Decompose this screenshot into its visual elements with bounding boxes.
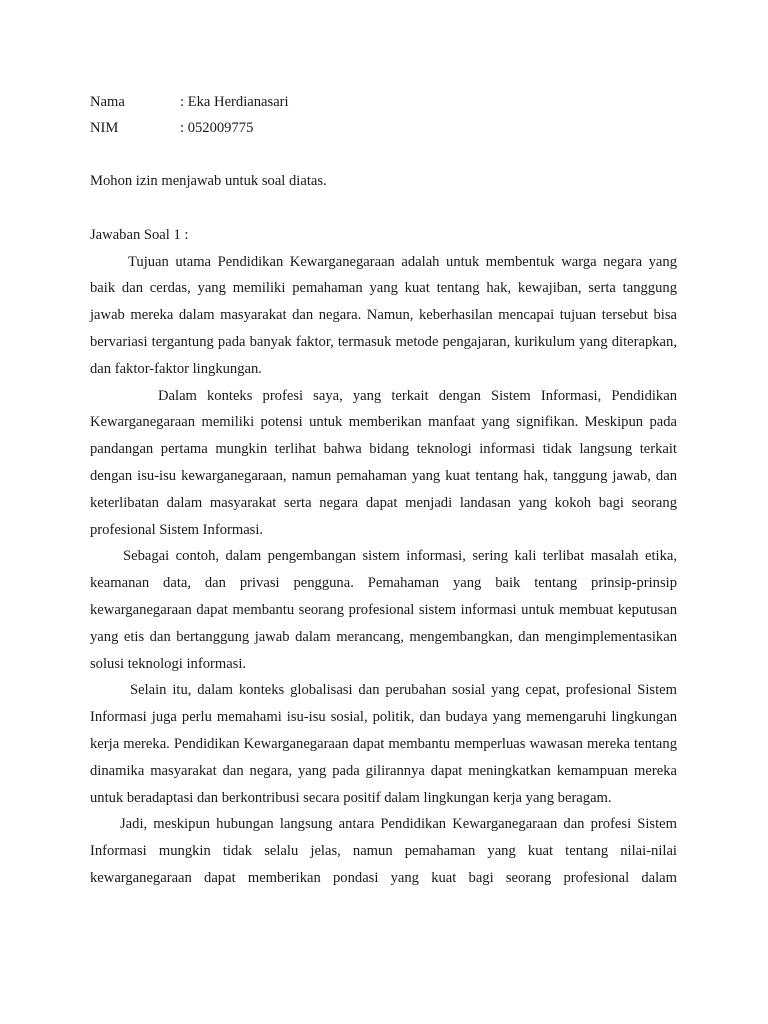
name-value: : Eka Herdianasari xyxy=(180,94,289,110)
document-page xyxy=(90,89,677,892)
name-label: Nama xyxy=(90,94,125,110)
paragraph-4: Selain itu, dalam konteks globalisasi dan perubahan sosial yang cepat, profesional Sistem Informasi juga perlu memahami isu-isu sosial, politik, dan budaya yang memengaruhi lingkungan kerja mereka. Pendidikan Kewarganegaraan dapat membantu memperluas wawasan mereka tentang dinamika masyarakat dan negara, yang pada gilirannya dapat meningkatkan kemampuan mereka untuk beradaptasi dan berkontribusi secara positif dalam lingkungan kerja yang beragam. xyxy=(90,682,677,806)
paragraph-5: Jadi, meskipun hubungan langsung antara Pendidikan Kewarganegaraan dan profesi Sistem Informasi mungkin tidak selalu jelas, namun pemahaman yang kuat tentang nilai-nilai kewarganegaraan dapat memberikan pondasi yang kuat bagi seorang profesional dalam xyxy=(90,816,677,886)
paragraph-1: Tujuan utama Pendidikan Kewarganegaraan adalah untuk membentuk warga negara yang baik dan cerdas, yang memiliki pemahaman yang kuat tentang hak, kewajiban, serta tanggung jawab mereka dalam masyarakat dan negara. Namun, keberhasilan mencapai tujuan tersebut bisa bervariasi tergantung pada banyak faktor, termasuk metode pengajaran, kurikulum yang diterapkan, dan faktor-faktor lingkungan. xyxy=(90,253,677,377)
nim-label: NIM xyxy=(90,120,119,136)
answer-heading: Jawaban Soal 1 : xyxy=(90,226,189,243)
nim-value: : 052009775 xyxy=(180,120,254,136)
nim-row xyxy=(90,115,677,141)
name-row xyxy=(90,89,677,115)
paragraph-2: Dalam konteks profesi saya, yang terkait dengan Sistem Informasi, Pendidikan Kewarganegaraan memiliki potensi untuk memberikan manfaat yang signifikan. Meskipun pada pandangan pertama mungkin terlihat bahwa bidang teknologi informasi tidak langsung terkait dengan isu-isu kewarganegaraan, namun pemahaman yang kuat tentang hak, tanggung jawab, dan keterlibatan dalam masyarakat serta negara dapat menjadi landasan yang kokoh bagi seorang profesional Sistem Informasi. xyxy=(90,387,677,538)
intro-text: Mohon izin menjawab untuk soal diatas. xyxy=(90,173,327,189)
paragraph-3: Sebagai contoh, dalam pengembangan sistem informasi, sering kali terlibat masalah etika, keamanan data, dan privasi pengguna. Pemahaman yang baik tentang prinsip-prinsip kewarganegaraan dapat membantu seorang profesional sistem informasi untuk membuat keputusan yang etis dan bertanggung jawab dalam merancang, mengembangkan, dan mengimplementasikan solusi teknologi informasi. xyxy=(90,548,677,672)
